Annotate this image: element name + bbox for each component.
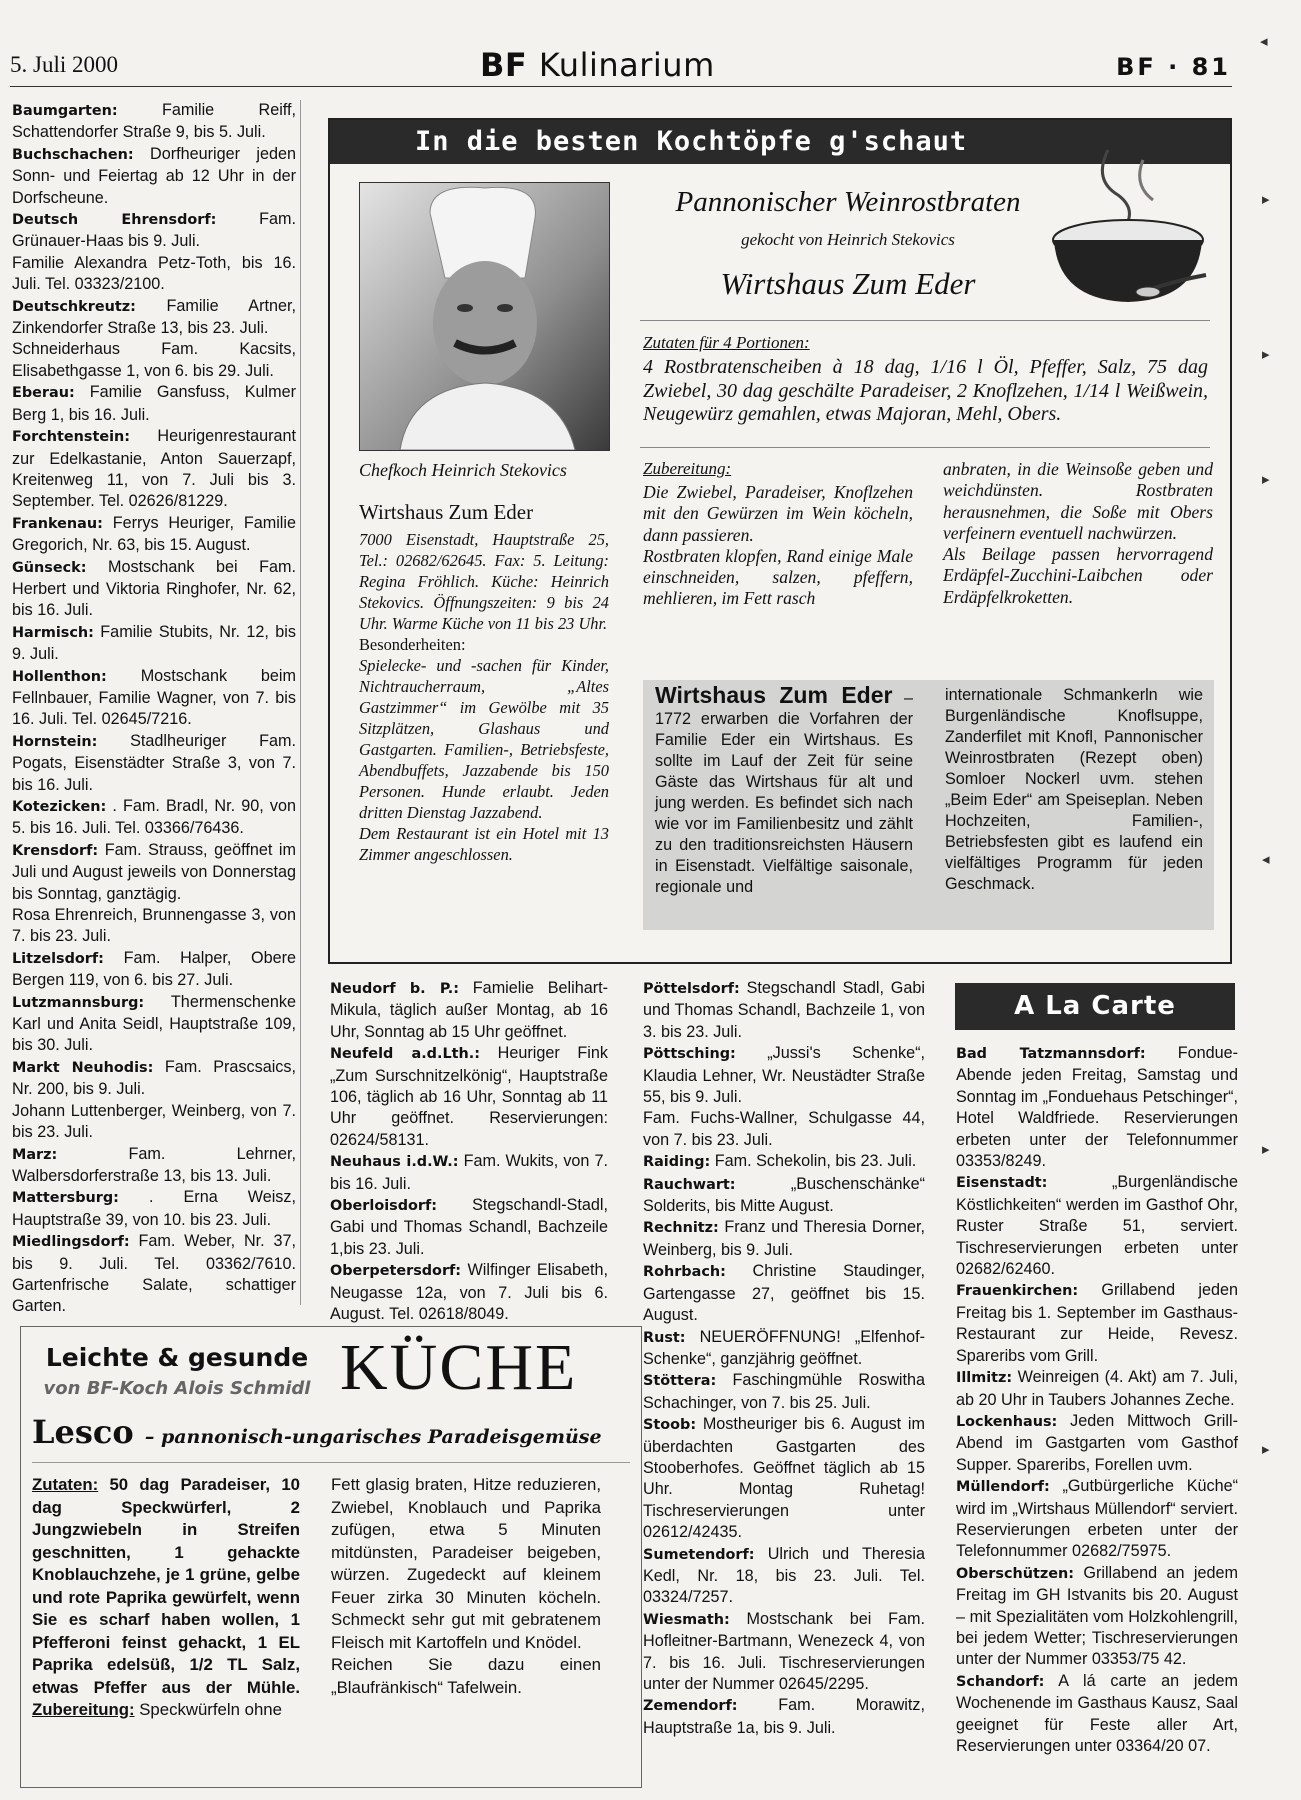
kueche-author: von BF-Koch Alois Schmidl <box>43 1378 311 1399</box>
listing-place: Oberloisdorf: <box>330 1198 438 1215</box>
listing-place: Hollenthon: <box>12 668 107 685</box>
listing-entry <box>956 1476 1238 1563</box>
listing-text: Famielie Belihart-Mikula, täglich außer Montag, ab 16 Uhr, Sonntag ab 15 Uhr geöffnet. <box>330 979 608 1041</box>
dish-prep-text-1: Speckwürfeln ohne <box>139 1700 282 1719</box>
restaurant-name: Wirtshaus Zum Eder <box>359 500 534 524</box>
listing-entry <box>12 513 296 557</box>
recipe-subtitle: gekocht von Heinrich Stekovics <box>741 230 955 249</box>
listing-place: Miedlingsdorf: <box>12 1234 130 1251</box>
listing-place: Baumgarten: <box>12 103 118 119</box>
listing-place: Stöttera: <box>643 1373 717 1390</box>
listing-entry <box>643 1370 925 1414</box>
listing-text: Ferrys Heuriger, Familie Gregorich, Nr. 63, bis 15. August. <box>12 513 297 555</box>
listing-entry <box>643 1261 925 1326</box>
listing-text: Fam. Weber, Nr. 37, bis 9. Juli. Tel. 03362/7610. Gartenfrische Salate, schattiger Garten. <box>12 1232 296 1316</box>
preparation-text-1 <box>643 482 913 610</box>
edge-mark-icon: ◂ <box>1262 851 1270 868</box>
listing-place: Litzelsdorf: <box>12 950 104 967</box>
listing-place: Forchtenstein: <box>12 429 131 446</box>
listing-entry <box>330 1043 608 1151</box>
listing-text: Dorfheuriger jeden Sonn- und Feiertag ab 12 Uhr in der Dorfscheune. <box>12 144 296 207</box>
preparation-step-3: anbraten, in die Weinsoße geben und weichdünsten. Rostbraten herausnehmen, die Soße mit Obers verfeinern eventuell nachwürzen. <box>943 459 1213 543</box>
listing-place: Markt Neuhodis: <box>12 1059 154 1076</box>
listing-text: Jeden Mittwoch Grill-Abend im Gastgarten vom Gasthof Supper. Spareribs, Forellen uvm. <box>956 1411 1238 1474</box>
listing-entry <box>12 1101 296 1144</box>
edge-mark-icon: ▸ <box>1262 191 1270 208</box>
listing-place: Neuhaus i.d.W.: <box>330 1154 459 1171</box>
dish-ingredients <box>32 1474 300 1722</box>
listing-entry <box>956 1671 1238 1758</box>
hotel-note: Dem Restaurant ist ein Hotel mit 13 Zimmer angeschlossen. <box>359 824 609 864</box>
listing-place: Eberau: <box>12 385 75 402</box>
listing-entry <box>12 905 296 948</box>
listing-text: Heurigenrestaurant zur Edelkastanie, Anton Sauerzapf, Kreitenweg 11, von 7. Juli bis 3. September. Tel. 02626/81229. <box>12 427 296 511</box>
restaurant-details <box>359 500 609 865</box>
section-title <box>480 46 715 84</box>
listing-entry <box>12 1057 296 1101</box>
listing-entry <box>956 1280 1238 1367</box>
listing-place: Deutsch Ehrensdorf: <box>12 212 217 229</box>
listing-entry <box>12 296 296 340</box>
listing-text: Ulrich und Theresia Kedl, Nr. 18, bis 23. Juli. Tel. 03324/7257. <box>643 1544 925 1607</box>
listing-text: „Burgenländische Köstlichkeiten“ werden im Gasthof Ohr, Ruster Straße 51, serviert. Tischreservierungen erbeten unter 02682/62460. <box>956 1173 1238 1279</box>
listing-place: Rohrbach: <box>643 1264 726 1281</box>
listing-entry <box>956 1172 1238 1280</box>
restaurant-info-col-1 <box>655 682 913 898</box>
listing-entry <box>12 1187 296 1231</box>
listing-entry <box>12 339 296 382</box>
dish-ingredients-label: Zutaten: <box>32 1475 99 1494</box>
listing-text: Stegschandl Stadl, Gabi und Thomas Schandl, Bachzeile 1, von 3. bis 23. Juli. <box>643 979 925 1041</box>
listing-place: Lutzmannsburg: <box>12 994 145 1011</box>
listing-entry <box>643 1043 925 1108</box>
listing-text: Weinreigen (4. Akt) am 7. Juli, ab 20 Uhr in Taubers Johannes Zeche. <box>956 1368 1238 1409</box>
listing-entry <box>12 622 296 666</box>
listing-place: Deutschkreutz: <box>12 298 136 315</box>
dish-name: Lesco <box>32 1413 134 1451</box>
listing-entry <box>12 253 296 296</box>
kueche-heading: Leichte & gesunde <box>45 1343 309 1372</box>
listing-text: „Gutbürgerliche Küche“ wird im „Wirtshaus Müllendorf“ serviert. Reservierungen erbeten unter der Telefonnummer 02682/75975. <box>956 1477 1239 1561</box>
listing-text: Rosa Ehrenreich, Brunnengasse 3, von 7. bis 23. Juli. <box>12 906 296 946</box>
listing-place: Frankenau: <box>12 515 103 532</box>
listing-text: Grillabend jeden Freitag bis 1. September im Gasthaus-Restaurant zur Heide, Revesz. Spareribs vom Grill. <box>956 1281 1238 1365</box>
soup-pot-icon <box>1048 140 1208 310</box>
dish-wine-tip: Reichen Sie dazu einen „Blaufränkisch“ Tafelwein. <box>331 1655 601 1697</box>
dish-prep-label: Zubereitung: <box>32 1700 135 1719</box>
listing-text: Faschingmühle Roswitha Schachinger, von 7. bis 25. Juli. <box>643 1371 925 1412</box>
listing-entry <box>643 1609 925 1696</box>
dish-subtitle: – pannonisch-ungarisches Paradeisgemüse <box>144 1426 602 1448</box>
listing-column-3 <box>643 978 925 1739</box>
dish-title <box>32 1413 632 1451</box>
feature-banner: In die besten Kochtöpfe g'schaut <box>330 120 1230 164</box>
chef-caption: Chefkoch Heinrich Stekovics <box>359 460 567 480</box>
listing-entry <box>956 1563 1238 1671</box>
listing-text: Familie Alexandra Petz-Toth, bis 16. Juli. Tel. 03323/2100. <box>12 253 296 294</box>
edge-mark-icon: ▸ <box>1262 1141 1270 1158</box>
listing-entry <box>12 1231 296 1318</box>
issue-date: 5. Juli 2000 <box>10 52 118 77</box>
listing-text: Fondue-Abende jeden Freitag, Samstag und Sonntag im „Fonduehaus Petschinger“, Hotel Waldfriede. Reservierungen erbeten unter der Telefonnummer 03353/8249. <box>956 1044 1238 1171</box>
listing-place: Oberpetersdorf: <box>330 1263 462 1280</box>
recipe-restaurant: Wirtshaus Zum Eder <box>720 266 976 301</box>
edge-mark-icon: ▸ <box>1262 346 1270 363</box>
kueche-title: KÜCHE <box>340 1331 578 1404</box>
section-name: Kulinarium <box>538 46 715 84</box>
listing-text: Fam. Strauss, geöffnet im Juli und August jeweils von Donnerstag bis Sonntag, ganztägig. <box>12 840 296 903</box>
listing-place: Lockenhaus: <box>956 1413 1058 1430</box>
listing-entry <box>12 1144 296 1188</box>
listing-entry <box>330 1260 608 1325</box>
listing-entry <box>12 948 296 992</box>
listing-place: Bad Tatzmannsdorf: <box>956 1046 1146 1062</box>
ingredients-heading: Zutaten für 4 Portionen: <box>643 333 810 352</box>
listing-text: Familie Reiff, Schattendorfer Straße 9, bis 5. Juli. <box>12 101 297 142</box>
listing-place: Zemendorf: <box>643 1698 738 1715</box>
listing-entry <box>12 796 296 840</box>
a-la-carte-banner: A La Carte <box>955 983 1235 1030</box>
restaurant-info-text-1: – 1772 erwarben die Vorfahren der Familie Eder ein Wirtshaus. Es sollte im Lauf der Zeit für seine Gäste das Wirtshaus für alt und jung werden. Es befindet sich nach wie vor im Familienbesitz und zählt zu den traditionsreichsten Häusern in Eisenstadt. Vielfältige saisonale, regionale und <box>655 689 913 896</box>
edge-mark-icon: ▸ <box>1262 1441 1270 1458</box>
listing-text: Familie Gansfuss, Kulmer Berg 1, bis 16. Juli. <box>12 383 297 424</box>
a-la-carte-list <box>956 1043 1238 1757</box>
dish-prep <box>331 1474 601 1699</box>
recipe-divider <box>640 320 1210 321</box>
serving-suggestion: Als Beilage passen hervorragend Erdäpfel-Zucchini-Laibchen oder Erdäpfelkroketten. <box>943 544 1213 607</box>
restaurant-address: 7000 Eisenstadt, Hauptstraße 25, Tel.: 02682/62645. Fax: 5. Leitung: Regina Fröhlich. Küche: Heinrich Stekovics. Öffnungszeiten: 9 bis 24 Uhr. Warme Küche von 11 bis 23 Uhr. <box>359 530 609 633</box>
listing-place: Eisenstadt: <box>956 1175 1048 1192</box>
listing-place: Oberschützen: <box>956 1565 1074 1582</box>
listing-place: Neufeld a.d.Lth.: <box>330 1046 480 1063</box>
listing-place: Marz: <box>12 1146 58 1163</box>
listing-text: Fam. Grünauer-Haas bis 9. Juli. <box>12 210 296 251</box>
listing-place: Harmisch: <box>12 624 94 641</box>
listing-entry <box>643 1108 925 1151</box>
edge-mark-icon: ◂ <box>1260 33 1268 50</box>
listing-place: Illmitz: <box>956 1370 1013 1387</box>
listing-place: Müllendorf: <box>956 1479 1050 1496</box>
brand-logo: BF <box>480 46 528 84</box>
listing-entry <box>956 1043 1238 1172</box>
listing-text: „Buschenschänke“ Solderits, bis Mitte August. <box>643 1174 925 1216</box>
listing-text: Schneiderhaus Fam. Kacsits, Elisabethgasse 1, von 6. bis 29. Juli. <box>12 340 296 380</box>
listing-text: A lá carte an jedem Wochenende im Gasthaus Kausz, Saal geeignet für Feste aller Art, Reservierungen unter 03364/20 07. <box>956 1671 1238 1755</box>
listing-place: Rust: <box>643 1329 686 1346</box>
listing-column-2 <box>330 978 608 1326</box>
listing-place: Hornstein: <box>12 733 98 750</box>
listing-entry <box>330 1195 608 1260</box>
listing-entry <box>12 209 296 253</box>
edge-mark-icon: ▸ <box>1262 471 1270 488</box>
preparation-heading: Zubereitung: <box>643 459 732 478</box>
header-rule <box>10 86 1232 87</box>
listing-entry <box>643 1695 925 1739</box>
listing-place: Wiesmath: <box>643 1611 730 1628</box>
listing-entry <box>643 1151 925 1173</box>
listing-text: Fam. Prascsaics, Nr. 200, bis 9. Juli. <box>12 1057 296 1099</box>
ingredients-text: 4 Rostbratenscheiben à 18 dag, 1/16 l Öl, Pfeffer, Salz, 75 dag Zwiebel, 30 dag geschälte Paradeiser, 2 Knoflzehen, 1/14 l Weißwein, Neugewürz gemahlen, etwas Majoran, Mehl, Obers. <box>643 356 1208 425</box>
listing-place: Neudorf b. P.: <box>330 981 460 997</box>
listing-text: Franz und Theresia Dorner, Weinberg, bis 9. Juli. <box>643 1218 925 1259</box>
dish-divider <box>32 1462 630 1463</box>
listing-text: . Erna Weisz, Hauptstraße 39, von 10. bis 23. Juli. <box>12 1188 296 1229</box>
specials-heading: Besonderheiten: <box>359 635 466 654</box>
listing-text: . Fam. Bradl, Nr. 90, von 5. bis 16. Juli. Tel. 03366/76436. <box>12 797 296 838</box>
listing-place: Mattersburg: <box>12 1190 119 1207</box>
listing-text: Heuriger Fink „Zum Surschnitzelkönig“, Hauptstraße 106, täglich ab 16 Uhr, Sonntag ab 11 Uhr geöffnet. Reservierungen: 02624/58131. <box>330 1044 608 1149</box>
listing-column-1 <box>12 100 296 1318</box>
listing-place: Schandorf: <box>956 1673 1045 1690</box>
listing-entry <box>643 978 925 1043</box>
preparation-text-2 <box>943 459 1213 608</box>
column-divider <box>300 100 301 1305</box>
listing-entry <box>643 1217 925 1261</box>
listing-place: Stoob: <box>643 1417 697 1434</box>
listing-text: Mostschank bei Fam. Herbert und Viktoria Ringhofer, Nr. 62, bis 16. Juli. <box>12 557 296 620</box>
listing-entry <box>956 1411 1238 1476</box>
listing-entry <box>12 382 296 426</box>
listing-place: Pöttsching: <box>643 1046 736 1063</box>
listing-text: Johann Luttenberger, Weinberg, von 7. bis 23. Juli. <box>12 1101 296 1142</box>
recipe-title: Pannonischer Weinrostbraten <box>675 186 1021 218</box>
dish-prep-text-2: Fett glasig braten, Hitze reduzieren, Zwiebel, Knoblauch und Paprika zufügen, etwa 5 Minuten mitdünsten, Paradeiser beigeben, würzen. Zugedeckt auf kleinem Feuer zirka 30 Minuten köcheln. Schmeckt sehr gut mit gebratenem Fleisch mit Kartoffeln und Knödel. <box>331 1475 601 1652</box>
dish-ingredients-text: 50 dag Paradeiser, 10 dag Speckwürferl, 2 Jungzwiebeln in Streifen geschnitten, 1 gehackte Knoblauchzehe, je 1 grüne, gelbe und rote Paprika gewürfelt, wenn Sie es scharf haben wollen, 1 Pfefferoni feinst gehackt, 1 EL Paprika edelsüß, 1/2 TL Salz, etwas Pfeffer aus der Mühle. <box>32 1475 300 1697</box>
listing-entry <box>643 1174 925 1218</box>
listing-entry <box>643 1327 925 1371</box>
listing-text: NEUERÖFFNUNG! „Elfenhof-Schenke“, ganzjährig geöffnet. <box>643 1327 925 1368</box>
listing-text: „Jussi's Schenke“, Klaudia Lehner, Wr. Neustädter Straße 55, bis 9. Juli. <box>643 1044 925 1107</box>
listing-text: Fam. Wukits, von 7. bis 16. Juli. <box>330 1152 608 1193</box>
listing-place: Sumetendorf: <box>643 1546 755 1563</box>
listing-text: Grillabend an jedem Freitag im GH Istvanits bis 20. August – mit Spezialitäten vom Holzkohlengrill, bei jedem Wetter; Tischreservierungen unter der Nummer 03353/75 42. <box>956 1563 1238 1669</box>
listing-place: Raiding: <box>643 1154 711 1171</box>
preparation-step-2: Rostbraten klopfen, Rand einige Male einschneiden, salzen, pfeffern, mehlieren, im Fett rasch <box>643 545 913 609</box>
listing-entry <box>330 1151 608 1195</box>
listing-entry <box>956 1367 1238 1411</box>
chef-portrait-icon <box>360 183 609 450</box>
listing-entry <box>12 557 296 622</box>
listing-text: Mostheuriger bis 6. August im überdachten Gastgarten des Stooberhofes. Geöffnet täglich ab 15 Uhr. Montag Ruhetag! Tischreservierungen unter 02612/42435. <box>643 1415 925 1542</box>
listing-text: Thermenschenke Karl und Anita Seidl, Hauptstraße 109, bis 30. Juli. <box>12 992 296 1055</box>
preparation-step-1: Die Zwiebel, Paradeiser, Knoflzehen mit den Gewürzen im Wein köcheln, dann passieren. <box>643 482 913 545</box>
ingredients-divider <box>640 447 1210 448</box>
listing-entry <box>12 992 296 1057</box>
chef-photo <box>359 182 610 451</box>
listing-text: Wilfinger Elisabeth, Neugasse 12a, von 7. Juli bis 6. August. Tel. 02618/8049. <box>330 1261 608 1324</box>
listing-text: Familie Stubits, Nr. 12, bis 9. Juli. <box>12 622 296 664</box>
listing-place: Pöttelsdorf: <box>643 981 740 997</box>
listing-entry <box>643 1544 925 1609</box>
listing-entry <box>12 100 296 144</box>
listing-place: Rauchwart: <box>643 1176 736 1193</box>
listing-place: Rechnitz: <box>643 1220 719 1237</box>
listing-text: Mostschank beim Fellnbauer, Familie Wagner, von 7. bis 16. Juli. Tel. 02645/7216. <box>12 666 297 729</box>
listing-entry <box>12 144 296 209</box>
listing-text: Fam. Halper, Obere Bergen 119, von 6. bis 27. Juli. <box>12 948 296 990</box>
listing-place: Günseck: <box>12 559 87 576</box>
listing-place: Buchschachen: <box>12 146 134 163</box>
listing-text: Stadlheuriger Fam. Pogats, Eisenstädter Straße 3, von 7. bis 16. Juli. <box>12 731 296 794</box>
page-number: BF · 81 <box>1116 53 1231 81</box>
listing-place: Krensdorf: <box>12 842 99 859</box>
listing-text: Familie Artner, Zinkendorfer Straße 13, bis 23. Juli. <box>12 296 296 338</box>
listing-entry <box>12 731 296 796</box>
listing-entry <box>643 1414 925 1543</box>
restaurant-info-text-2: internationale Schmankerln wie Burgenländische Knoflsuppe, Zanderfilet mit Knofl, Pannonischer Weinrostbraten (Rezept oben) Somloer Nockerl uvm. stehen „Beim Eder“ am Speiseplan. Neben Hochzeiten, Familien-, Betriebsfesten gibt es laufend ein vielfältiges Programm für jeden Geschmack. <box>945 686 1203 893</box>
listing-place: Frauenkirchen: <box>956 1283 1079 1300</box>
listing-text: Christine Staudinger, Gartengasse 27, geöffnet bis 15. August. <box>643 1262 925 1325</box>
listing-text: Fam. Schekolin, bis 23. Juli. <box>714 1152 917 1171</box>
listing-entry <box>12 840 296 905</box>
listing-entry <box>12 666 296 731</box>
listing-text: Mostschank bei Fam. Hofleitner-Bartmann, Wenezeck 4, von 7. bis 16. Juli. Tischreservierungen unter der Nummer 02645/2295. <box>643 1609 925 1693</box>
restaurant-info-title: Wirtshaus Zum Eder <box>655 682 893 708</box>
listing-text: Fam. Morawitz, Hauptstraße 1a, bis 9. Juli. <box>643 1696 925 1737</box>
listing-entry <box>330 978 608 1043</box>
listing-place: Kotezicken: <box>12 799 107 815</box>
listing-entry <box>12 426 296 513</box>
listing-text: Stegschandl-Stadl, Gabi und Thomas Schandl, Bachzeile 1,bis 23. Juli. <box>330 1196 608 1258</box>
specials-text: Spielecke- und -sachen für Kinder, Nichtraucherraum, „Altes Gastzimmer“ im Gewölbe mit 35 Sitzplätzen, Glashaus und Gastgarten. Familien-, Betriebsfeste, Abendbuffets, Jazzabende bis 150 Personen. Hunde erlaubt. Jeden dritten Dienstag Jazzabend. <box>359 656 609 822</box>
listing-text: Fam. Lehrner, Walbersdorferstraße 13, bis 13. Juli. <box>12 1144 296 1185</box>
listing-text: Fam. Fuchs-Wallner, Schulgasse 44, von 7. bis 23. Juli. <box>643 1109 925 1149</box>
